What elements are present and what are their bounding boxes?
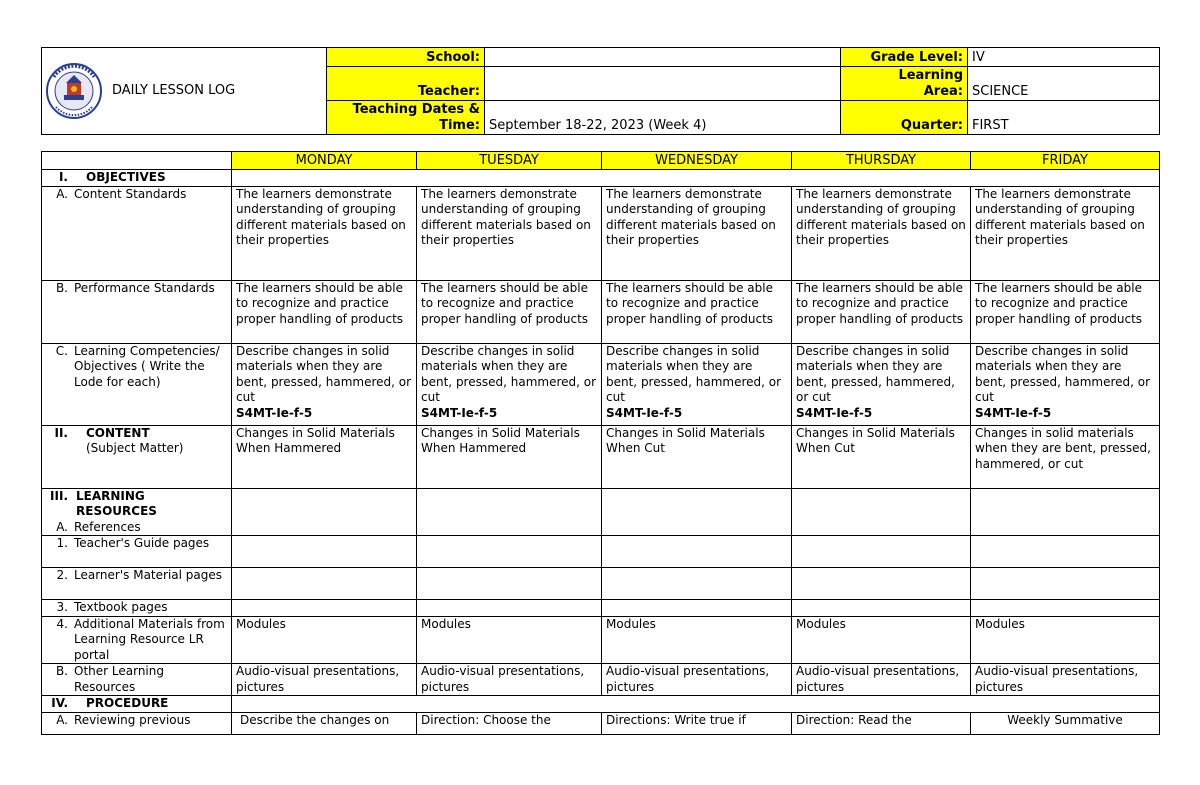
- competency-text: Describe changes in solid materials when they are bent, pressed, hammered, or cut: [796, 343, 955, 404]
- row-label: Content Standards: [74, 186, 187, 201]
- lesson-log-table: [41, 151, 1160, 735]
- day-friday: FRIDAY: [971, 152, 1160, 170]
- row-num: A.: [56, 712, 68, 727]
- learning-label-line1: Learning: [898, 68, 963, 83]
- label-resources: [42, 488, 232, 536]
- corner-cell: [42, 152, 232, 170]
- cell-content-wed[interactable]: Changes in Solid Materials When Cut: [602, 425, 792, 488]
- label-content-standards: [42, 186, 232, 280]
- cell-content-std-thu[interactable]: The learners demonstrate understanding of grouping different materials based on their properties: [792, 186, 971, 280]
- section-label: OBJECTIVES: [86, 170, 166, 184]
- cell-textbook-mon[interactable]: [232, 600, 417, 617]
- cell-competency-fri[interactable]: [971, 343, 1160, 425]
- row-label: Performance Standards: [74, 280, 215, 295]
- row-num: 1.: [56, 536, 68, 550]
- deped-seal-icon: [46, 63, 102, 119]
- cell-additional-wed[interactable]: Modules: [602, 616, 792, 664]
- competency-text: Describe changes in solid materials when they are bent, pressed, hammered, or cut: [975, 343, 1151, 404]
- cell-content-std-tue[interactable]: The learners demonstrate understanding of grouping different materials based on their properties: [417, 186, 602, 280]
- teaching-dates-value[interactable]: September 18-22, 2023 (Week 4): [485, 101, 841, 135]
- day-monday: MONDAY: [232, 152, 417, 170]
- cell-other-fri[interactable]: Audio-visual presentations, pictures: [971, 664, 1160, 696]
- cell-tg-fri[interactable]: [971, 536, 1160, 568]
- cell-perf-std-wed[interactable]: The learners should be able to recognize and practice proper handling of products: [602, 280, 792, 343]
- cell-additional-mon[interactable]: Modules: [232, 616, 417, 664]
- grade-level-label: Grade Level:: [841, 48, 968, 67]
- cell-perf-std-mon[interactable]: The learners should be able to recognize and practice proper handling of products: [232, 280, 417, 343]
- competency-text: Describe changes in solid materials when they are bent, pressed, hammered, or cut: [236, 343, 412, 404]
- cell-reviewing-wed[interactable]: Directions: Write true if: [602, 712, 792, 734]
- school-label: School:: [327, 48, 485, 67]
- cell-competency-mon[interactable]: [232, 343, 417, 425]
- section-num: III.: [50, 488, 68, 503]
- row-num: A.: [56, 186, 68, 201]
- row-num: C.: [55, 343, 68, 358]
- cell-resources-fri[interactable]: [971, 488, 1160, 536]
- cell-content-mon[interactable]: Changes in Solid Materials When Hammered: [232, 425, 417, 488]
- competency-code: S4MT-Ie-f-5: [236, 405, 313, 420]
- learning-label-line2: Area:: [923, 84, 963, 99]
- section-num: IV.: [51, 696, 68, 710]
- row-label: Reviewing previous: [74, 712, 191, 727]
- row-num: 3.: [56, 600, 68, 614]
- days-header-row: [42, 152, 1160, 170]
- competency-code: S4MT-Ie-f-5: [796, 405, 873, 420]
- label-learners-material: [42, 568, 232, 600]
- cell-resources-mon[interactable]: [232, 488, 417, 536]
- cell-lm-mon[interactable]: [232, 568, 417, 600]
- label-additional-materials: [42, 616, 232, 664]
- section-label: LEARNING RESOURCES: [76, 488, 157, 518]
- teacher-field[interactable]: [485, 67, 841, 101]
- objectives-span: [232, 170, 1160, 187]
- section-sub: (Subject Matter): [86, 441, 184, 455]
- cell-additional-thu[interactable]: Modules: [792, 616, 971, 664]
- cell-additional-fri[interactable]: Modules: [971, 616, 1160, 664]
- cell-reviewing-fri[interactable]: Weekly Summative: [971, 712, 1160, 734]
- row-label: Teacher's Guide pages: [74, 536, 210, 550]
- learning-area-value[interactable]: SCIENCE: [968, 67, 1160, 101]
- cell-textbook-fri[interactable]: [971, 600, 1160, 617]
- page-title: DAILY LESSON LOG: [112, 83, 236, 98]
- content-standards-row: [42, 186, 1160, 280]
- cell-competency-tue[interactable]: [417, 343, 602, 425]
- teaching-dates-label: [327, 101, 485, 135]
- label-performance-standards: [42, 280, 232, 343]
- cell-content-std-mon[interactable]: The learners demonstrate understanding of grouping different materials based on their properties: [232, 186, 417, 280]
- label-competencies: [42, 343, 232, 425]
- row-label: Textbook pages: [74, 600, 168, 614]
- logo-title-cell: [42, 48, 327, 135]
- competency-code: S4MT-Ie-f-5: [421, 405, 498, 420]
- content-row: [42, 425, 1160, 488]
- label-content: [42, 425, 232, 488]
- cell-lm-fri[interactable]: [971, 568, 1160, 600]
- row-label: Additional Materials from Learning Resource LR portal: [74, 616, 225, 662]
- cell-other-wed[interactable]: Audio-visual presentations, pictures: [602, 664, 792, 696]
- day-tuesday: TUESDAY: [417, 152, 602, 170]
- procedure-span: [232, 696, 1160, 713]
- grade-level-value[interactable]: IV: [968, 48, 1160, 67]
- day-wednesday: WEDNESDAY: [602, 152, 792, 170]
- cell-reviewing-thu[interactable]: Direction: Read the: [792, 712, 971, 734]
- teacher-label: Teacher:: [327, 67, 485, 101]
- cell-perf-std-fri[interactable]: The learners should be able to recognize and practice proper handling of products: [971, 280, 1160, 343]
- cell-content-tue[interactable]: Changes in Solid Materials When Hammered: [417, 425, 602, 488]
- day-thursday: THURSDAY: [792, 152, 971, 170]
- cell-tg-wed[interactable]: [602, 536, 792, 568]
- row-num: A.: [56, 519, 68, 534]
- cell-lm-wed[interactable]: [602, 568, 792, 600]
- cell-content-thu[interactable]: Changes in Solid Materials When Cut: [792, 425, 971, 488]
- learning-area-label: [841, 67, 968, 101]
- cell-resources-tue[interactable]: [417, 488, 602, 536]
- cell-perf-std-thu[interactable]: The learners should be able to recognize and practice proper handling of products: [792, 280, 971, 343]
- reviewing-row: [42, 712, 1160, 734]
- cell-content-fri[interactable]: Changes in solid materials when they are bent, pressed, hammered, or cut: [971, 425, 1160, 488]
- resources-row: [42, 488, 1160, 536]
- cell-tg-tue[interactable]: [417, 536, 602, 568]
- label-textbook: [42, 600, 232, 617]
- row-num: 4.: [56, 616, 68, 631]
- cell-resources-wed[interactable]: [602, 488, 792, 536]
- teachers-guide-row: [42, 536, 1160, 568]
- row-label: Learner's Material pages: [74, 568, 223, 582]
- header-table: [41, 47, 1160, 135]
- cell-tg-mon[interactable]: [232, 536, 417, 568]
- row-label: Learning Competencies/ Objectives ( Write the Lode for each): [74, 343, 220, 389]
- competency-text: Describe changes in solid materials when they are bent, pressed, hammered, or cut: [421, 343, 597, 404]
- row-num: B.: [55, 280, 68, 295]
- dates-label-line2: Time:: [439, 118, 480, 133]
- cell-competency-thu[interactable]: [792, 343, 971, 425]
- cell-other-tue[interactable]: Audio-visual presentations, pictures: [417, 664, 602, 696]
- cell-lm-thu[interactable]: [792, 568, 971, 600]
- learners-material-row: [42, 568, 1160, 600]
- competency-code: S4MT-Ie-f-5: [975, 405, 1052, 420]
- section-label: PROCEDURE: [86, 696, 169, 710]
- cell-other-mon[interactable]: Audio-visual presentations, pictures: [232, 664, 417, 696]
- dates-label-line1: Teaching Dates &: [352, 102, 480, 117]
- cell-content-std-fri[interactable]: The learners demonstrate understanding of grouping different materials based on their properties: [971, 186, 1160, 280]
- additional-materials-row: [42, 616, 1160, 664]
- competencies-row: [42, 343, 1160, 425]
- cell-reviewing-mon[interactable]: Describe the changes on: [232, 712, 417, 734]
- procedure-row: [42, 696, 1160, 713]
- cell-tg-thu[interactable]: [792, 536, 971, 568]
- section-objectives: [42, 170, 232, 187]
- row-label: References: [74, 519, 141, 534]
- objectives-row: [42, 170, 1160, 187]
- cell-content-std-wed[interactable]: The learners demonstrate understanding of grouping different materials based on their properties: [602, 186, 792, 280]
- competency-text: Describe changes in solid materials when they are bent, pressed, hammered, or cut: [606, 343, 782, 404]
- cell-textbook-wed[interactable]: [602, 600, 792, 617]
- row-label: Other Learning Resources: [74, 664, 164, 694]
- competency-code: S4MT-Ie-f-5: [606, 405, 683, 420]
- section-num: II.: [54, 425, 68, 440]
- cell-lm-tue[interactable]: [417, 568, 602, 600]
- quarter-label: Quarter:: [841, 101, 968, 135]
- section-label: CONTENT: [86, 425, 150, 440]
- performance-standards-row: [42, 280, 1160, 343]
- cell-resources-thu[interactable]: [792, 488, 971, 536]
- cell-competency-wed[interactable]: [602, 343, 792, 425]
- label-reviewing: [42, 712, 232, 734]
- quarter-value[interactable]: FIRST: [968, 101, 1160, 135]
- cell-textbook-tue[interactable]: [417, 600, 602, 617]
- cell-additional-tue[interactable]: Modules: [417, 616, 602, 664]
- section-procedure: [42, 696, 232, 713]
- section-num: I.: [58, 170, 68, 184]
- other-resources-row: [42, 664, 1160, 696]
- school-field[interactable]: [485, 48, 841, 67]
- textbook-row: [42, 600, 1160, 617]
- label-other-resources: [42, 664, 232, 696]
- row-num: 2.: [56, 568, 68, 582]
- label-teachers-guide: [42, 536, 232, 568]
- cell-reviewing-tue[interactable]: Direction: Choose the: [417, 712, 602, 734]
- cell-perf-std-tue[interactable]: The learners should be able to recognize and practice proper handling of products: [417, 280, 602, 343]
- row-num: B.: [55, 664, 68, 678]
- cell-textbook-thu[interactable]: [792, 600, 971, 617]
- cell-other-thu[interactable]: Audio-visual presentations, pictures: [792, 664, 971, 696]
